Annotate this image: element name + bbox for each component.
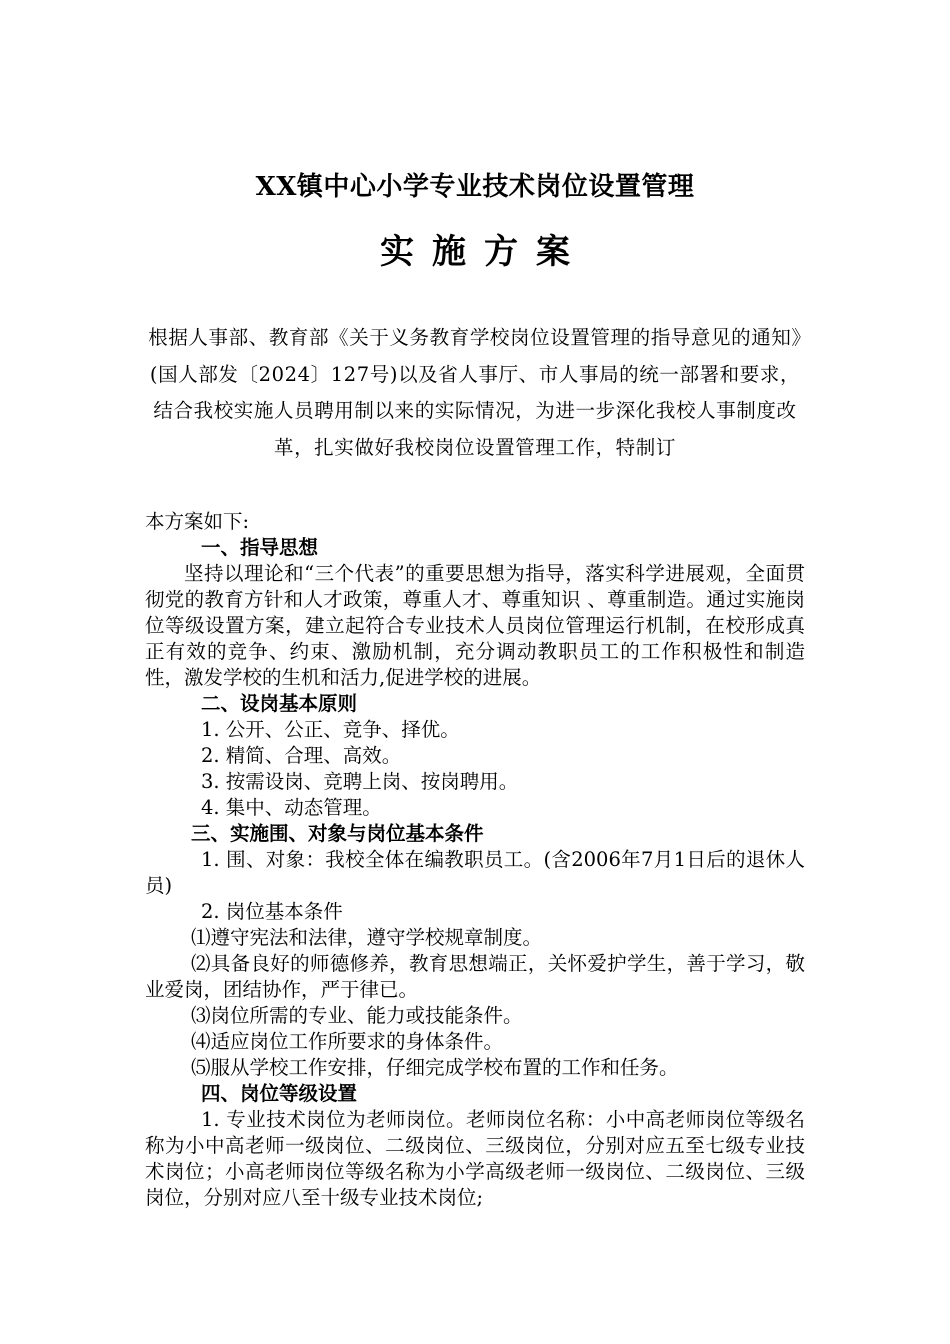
list-item: ⑶岗位所需的专业、能力或技能条件。 [191, 1004, 523, 1027]
list-item: ⑵具备良好的师德修养，教育思想端正，关怀爱护学生，善于学习，敬业爱岗，团结协作，严于律已。 [145, 952, 805, 1001]
list-item: 1. 公开、公正、竞争、择优。 [201, 718, 460, 741]
list-item: 1. 专业技术岗位为老师岗位。老师岗位名称：小中高老师岗位等级名称为小中高老师一级岗位、二级岗位、三级岗位，分别对应五至七级专业技术岗位；小高老师岗位等级名称为小学高级老师一级岗位、二级岗位、三级岗位，分别对应八至十级专业技术岗位; [145, 1108, 805, 1209]
section-heading: 一、指导思想 [201, 536, 319, 559]
list-item: ⑷适应岗位工作所要求的身体条件。 [191, 1030, 504, 1053]
list-item: ⑸服从学校工作安排，仔细完成学校布置的工作和任务。 [191, 1056, 679, 1079]
document-subtitle: 实施方案 [380, 232, 588, 272]
section-heading: 二、设岗基本原则 [201, 692, 358, 715]
document-title: XX镇中心小学专业技术岗位设置管理 [255, 172, 695, 202]
section-heading: 三、实施围、对象与岗位基本条件 [191, 822, 484, 845]
intro-paragraph: 根据人事部、教育部《关于义务教育学校岗位设置管理的指导意见的通知》(国人部发〔2024〕127号)以及省人事厅、市人事局的统一部署和要求，结合我校实施人员聘用制以来的实际情况，为进一步深化我校人事制度改革，扎实做好我校岗位设置管理工作，特制订 [148, 326, 802, 459]
list-item: 4. 集中、动态管理。 [201, 796, 382, 819]
list-item: 2. 精简、合理、高效。 [201, 744, 402, 767]
document-body [145, 509, 805, 1211]
section-paragraph: 坚持以理论和“三个代表”的重要思想为指导，落实科学进展观，全面贯彻党的教育方针和人才政策，尊重人才、尊重知识 、尊重制造。通过实施岗位等级设置方案，建立起符合专业技术人员岗位管理运行机制，在校形成真正有效的竞争、约束、激励机制，充分调动教职员工的工作积极性和制造性，激发学校的生机和活力,促进学校的进展。 [145, 562, 805, 689]
list-item: 3. 按需设岗、竞聘上岗、按岗聘用。 [201, 770, 519, 793]
lead-line: 本方案如下: [145, 510, 250, 533]
list-item: ⑴遵守宪法和法律，遵守学校规章制度。 [191, 926, 543, 949]
list-item: 2. 岗位基本条件 [201, 900, 343, 923]
list-item: 1. 围、对象：我校全体在编教职员工。(含2006年7月1日后的退休人员) [145, 848, 805, 897]
section-heading: 四、岗位等级设置 [201, 1082, 358, 1105]
